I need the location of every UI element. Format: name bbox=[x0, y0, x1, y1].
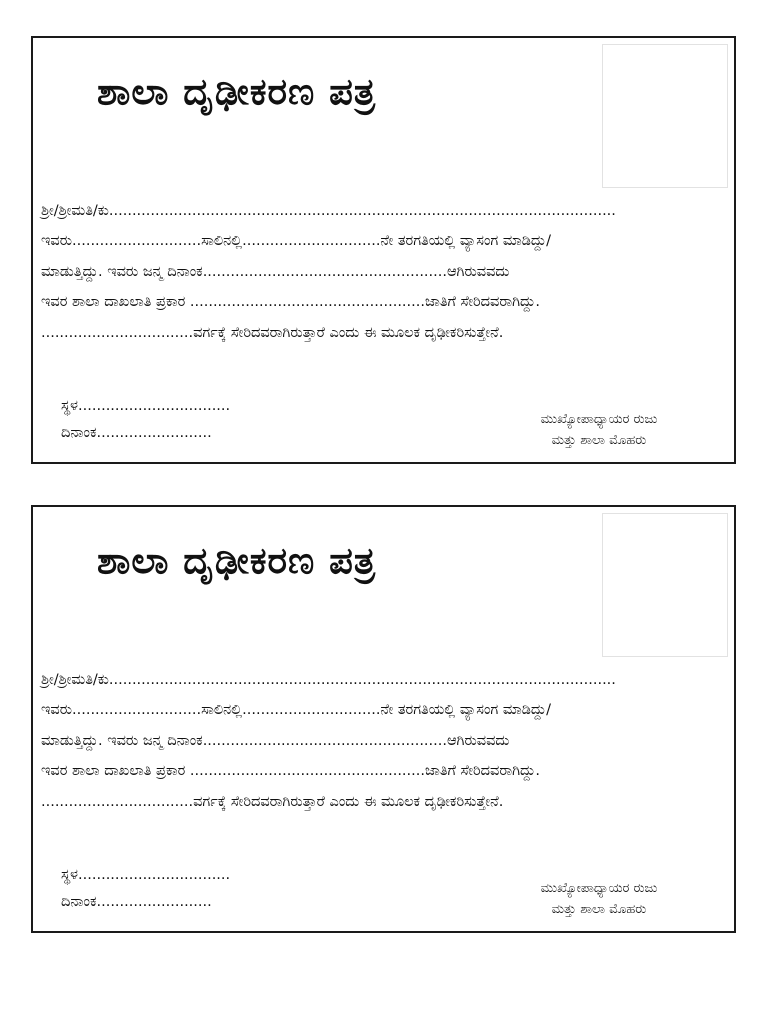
category-line: .................................ವರ್ಗಕ್ಕೆ ಸೇರಿದವರಾಗಿರುತ್ತಾರೆ ಎಂದು ಈ ಮೂಲಕ ದೃಢೀಕರಿಸುತ್ತೇನೆ. bbox=[41, 794, 504, 810]
headmaster-signature bbox=[499, 409, 699, 451]
birth-date-line: ಮಾಡುತ್ತಿದ್ದು. ಇವರು ಜನ್ಮ ದಿನಾಂಕ.....................................................ಆಗಿರುವವದು bbox=[41, 264, 510, 280]
certificate-card-2 bbox=[31, 505, 736, 933]
signature-label: ಮುಖ್ಯೋಪಾಧ್ಯಾಯರ ರುಜು bbox=[540, 881, 658, 896]
caste-line: ಇವರ ಶಾಲಾ ದಾಖಲಾತಿ ಪ್ರಕಾರ ...................................................ಜಾತಿಗೆ ಸೇರಿದವರಾಗಿದ್ದು. bbox=[41, 294, 540, 310]
caste-line: ಇವರ ಶಾಲಾ ದಾಖಲಾತಿ ಪ್ರಕಾರ ...................................................ಜಾತಿಗೆ ಸೇರಿದವರಾಗಿದ್ದು. bbox=[41, 763, 540, 779]
birth-date-line: ಮಾಡುತ್ತಿದ್ದು. ಇವರು ಜನ್ಮ ದಿನಾಂಕ.....................................................ಆಗಿರುವವದು bbox=[41, 733, 510, 749]
name-line: ಶ್ರೀ/ಶ್ರೀಮತಿ/ಕು.............................................................................................................. bbox=[41, 203, 616, 219]
certificate-title: ಶಾಲಾ ದೃಢೀಕರಣ ಪತ್ರ bbox=[97, 70, 377, 113]
place-field: ಸ್ಥಳ................................. bbox=[61, 867, 231, 883]
certificate-card-1 bbox=[31, 36, 736, 464]
headmaster-signature bbox=[499, 878, 699, 920]
seal-label: ಮತ್ತು ಶಾಲಾ ಮೊಹರು bbox=[551, 433, 647, 448]
signature-label: ಮುಖ್ಯೋಪಾಧ್ಯಾಯರ ರುಜು bbox=[540, 412, 658, 427]
date-field: ದಿನಾಂಕ......................... bbox=[61, 894, 212, 910]
photo-box bbox=[602, 513, 728, 657]
place-field: ಸ್ಥಳ................................. bbox=[61, 398, 231, 414]
photo-box bbox=[602, 44, 728, 188]
date-field: ದಿನಾಂಕ......................... bbox=[61, 425, 212, 441]
class-year-line: ಇವರು............................ಸಾಲಿನಲ್ಲಿ..............................ನೇ ತರಗತಿಯಲ್ಲಿ ವ್ಯಾಸಂಗ ಮಾಡಿದ್ದು/ bbox=[41, 233, 552, 249]
name-line: ಶ್ರೀ/ಶ್ರೀಮತಿ/ಕು.............................................................................................................. bbox=[41, 672, 616, 688]
certificate-title: ಶಾಲಾ ದೃಢೀಕರಣ ಪತ್ರ bbox=[97, 539, 377, 582]
category-line: .................................ವರ್ಗಕ್ಕೆ ಸೇರಿದವರಾಗಿರುತ್ತಾರೆ ಎಂದು ಈ ಮೂಲಕ ದೃಢೀಕರಿಸುತ್ತೇನೆ. bbox=[41, 325, 504, 341]
seal-label: ಮತ್ತು ಶಾಲಾ ಮೊಹರು bbox=[551, 902, 647, 917]
class-year-line: ಇವರು............................ಸಾಲಿನಲ್ಲಿ..............................ನೇ ತರಗತಿಯಲ್ಲಿ ವ್ಯಾಸಂಗ ಮಾಡಿದ್ದು/ bbox=[41, 702, 552, 718]
